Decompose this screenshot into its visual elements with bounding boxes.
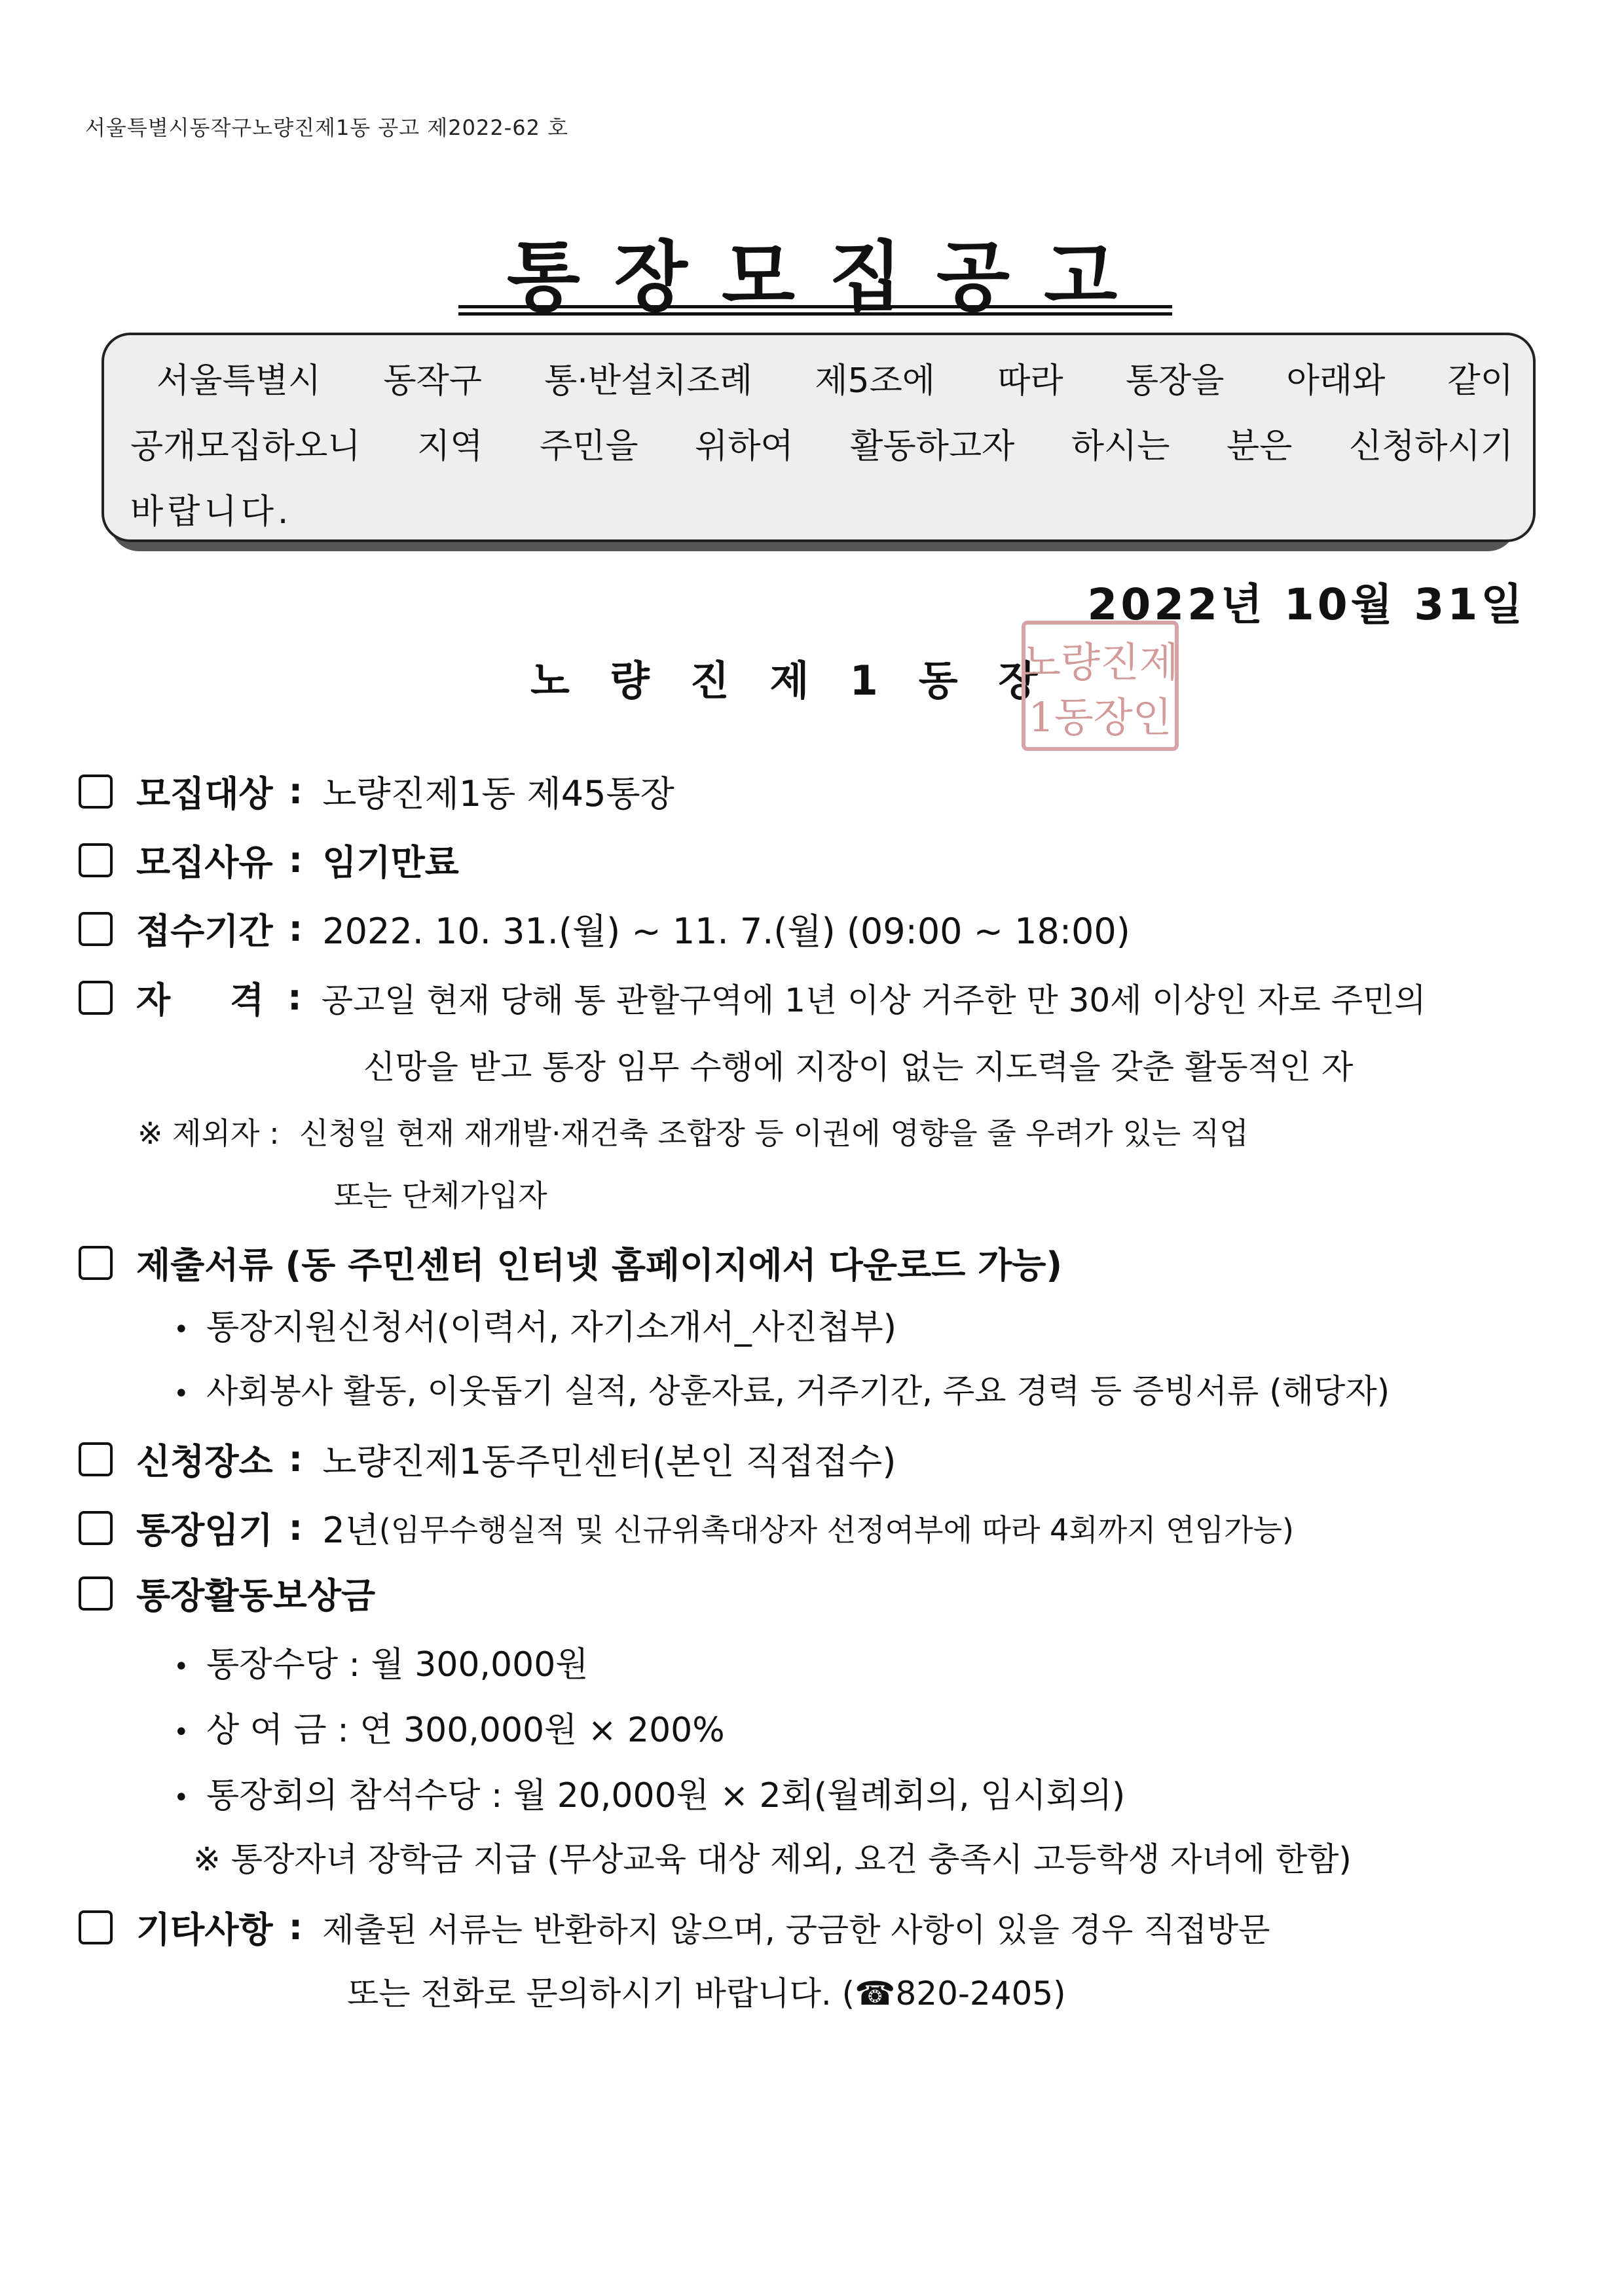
checkbox-icon xyxy=(79,843,113,877)
period-label: 접수기간 xyxy=(136,911,273,952)
checkbox-icon xyxy=(79,1910,113,1944)
notice-date: 2022년 10월 31일 xyxy=(1087,579,1526,630)
reason-label: 모집사유 xyxy=(136,842,273,883)
term-note: (임무수행실적 및 신규위촉대상자 선정여부에 따라 4회까지 연임가능) xyxy=(378,1512,1294,1548)
colon: : xyxy=(288,771,303,812)
bullet-icon: • xyxy=(174,1378,189,1409)
documents-bullet-2 xyxy=(174,1365,1390,1412)
qualification-value-2: 신망을 받고 통장 임무 수행에 지장이 없는 지도력을 갖춘 활동적인 자 xyxy=(363,1048,1354,1086)
bullet-icon: • xyxy=(174,1315,189,1345)
colon: : xyxy=(288,1438,303,1480)
compensation-bullet-1 xyxy=(174,1637,589,1686)
place-value: 노량진제1동주민센터(본인 직접접수) xyxy=(322,1441,896,1482)
checkbox-icon xyxy=(79,912,113,946)
colon: : xyxy=(287,977,302,1018)
item-other xyxy=(79,1902,1270,1952)
compensation-bullet-text: 상 여 금 : 연 300,000원 × 200% xyxy=(206,1711,725,1750)
documents-bullet-text: 통장지원신청서(이력서, 자기소개서_사진첩부) xyxy=(206,1308,897,1347)
bullet-icon: • xyxy=(174,1652,189,1682)
intro-line-3: 바랍니다. xyxy=(130,492,293,532)
intro-line-2: 공개모집하오니 지역 주민을 위하여 활동하고자 하시는 분은 신청하시기 xyxy=(130,427,1513,466)
colon: : xyxy=(288,1906,303,1948)
colon: : xyxy=(288,839,303,881)
reason-value: 임기만료 xyxy=(322,842,459,883)
checkbox-icon xyxy=(79,1442,113,1476)
compensation-label: 통장활동보상금 xyxy=(136,1575,376,1616)
notice-number: 서울특별시동작구노량진제1동 공고 제2022-62 호 xyxy=(85,115,569,140)
checkbox-icon xyxy=(79,774,113,809)
organization-name: 노량진제1동장 xyxy=(530,657,1079,704)
period-value: 2022. 10. 31.(월) ~ 11. 7.(월) (09:00 ~ 18:00) xyxy=(322,911,1130,952)
exclusion-row xyxy=(138,1110,1249,1153)
title-underline-second xyxy=(458,312,1172,316)
other-label: 기타사항 xyxy=(136,1909,273,1950)
seal-text-top: 노량진제 xyxy=(1022,638,1179,686)
seal-text-bottom: 1동장인 xyxy=(1028,693,1172,741)
bullet-icon: • xyxy=(174,1717,189,1747)
item-target xyxy=(79,766,674,816)
intro-box xyxy=(101,333,1536,542)
documents-bullet-1 xyxy=(174,1300,896,1349)
checkbox-icon xyxy=(79,981,113,1015)
target-value: 노량진제1동 제45통장 xyxy=(322,773,674,814)
item-period xyxy=(79,903,1130,954)
compensation-bullet-3 xyxy=(174,1768,1125,1817)
exclusion-value-2: 또는 단체가입자 xyxy=(334,1178,547,1213)
colon: : xyxy=(288,908,303,949)
item-qualification xyxy=(79,972,1426,1023)
term-label: 통장임기 xyxy=(136,1510,273,1551)
item-documents xyxy=(79,1237,1062,1288)
item-compensation xyxy=(79,1568,375,1618)
other-value-1: 제출된 서류는 반환하지 않으며, 궁금한 사항이 있을 경우 직접방문 xyxy=(322,1910,1270,1949)
checkbox-icon xyxy=(79,1246,113,1280)
item-reason xyxy=(79,835,459,885)
other-value-2: 또는 전화로 문의하시기 바랍니다. (☎820-2405) xyxy=(347,1975,1066,2013)
compensation-note: ※ 통장자녀 장학금 지급 (무상교육 대상 제외, 요건 충족시 고등학생 자녀에 한함) xyxy=(193,1840,1352,1878)
official-seal-icon xyxy=(1018,619,1182,753)
qualification-label: 자 격 xyxy=(136,979,288,1021)
exclusion-label: ※ 제외자 : xyxy=(138,1116,280,1151)
documents-bullet-text: 사회봉사 활동, 이웃돕기 실적, 상훈자료, 거주기간, 주요 경력 등 증빙서류 (해당자) xyxy=(206,1372,1390,1410)
documents-label: 제출서류 (동 주민센터 인터넷 홈페이지에서 다운로드 가능) xyxy=(136,1245,1063,1286)
colon: : xyxy=(288,1507,303,1548)
page-title: 통장모집공고 xyxy=(506,233,1152,321)
qualification-value-1: 공고일 현재 당해 통 관할구역에 1년 이상 거주한 만 30세 이상인 자로 주민의 xyxy=(321,981,1426,1019)
compensation-bullet-2 xyxy=(174,1702,725,1751)
bullet-icon: • xyxy=(174,1783,189,1813)
target-label: 모집대상 xyxy=(136,773,273,814)
title-underline xyxy=(458,305,1172,308)
compensation-bullet-text: 통장회의 참석수당 : 월 20,000원 × 2회(월례회의, 임시회의) xyxy=(206,1776,1126,1815)
item-term xyxy=(79,1503,1294,1553)
compensation-bullet-text: 통장수당 : 월 300,000원 xyxy=(206,1645,589,1685)
intro-line-1: 서울특별시 동작구 통·반설치조례 제5조에 따라 통장을 아래와 같이 xyxy=(157,361,1513,401)
place-label: 신청장소 xyxy=(136,1441,273,1482)
checkbox-icon xyxy=(79,1576,113,1611)
item-place xyxy=(79,1434,896,1484)
term-value: 2년 xyxy=(322,1510,379,1551)
exclusion-value-1: 신청일 현재 재개발·재건축 조합장 등 이권에 영향을 줄 우려가 있는 직업 xyxy=(299,1116,1249,1151)
checkbox-icon xyxy=(79,1511,113,1545)
